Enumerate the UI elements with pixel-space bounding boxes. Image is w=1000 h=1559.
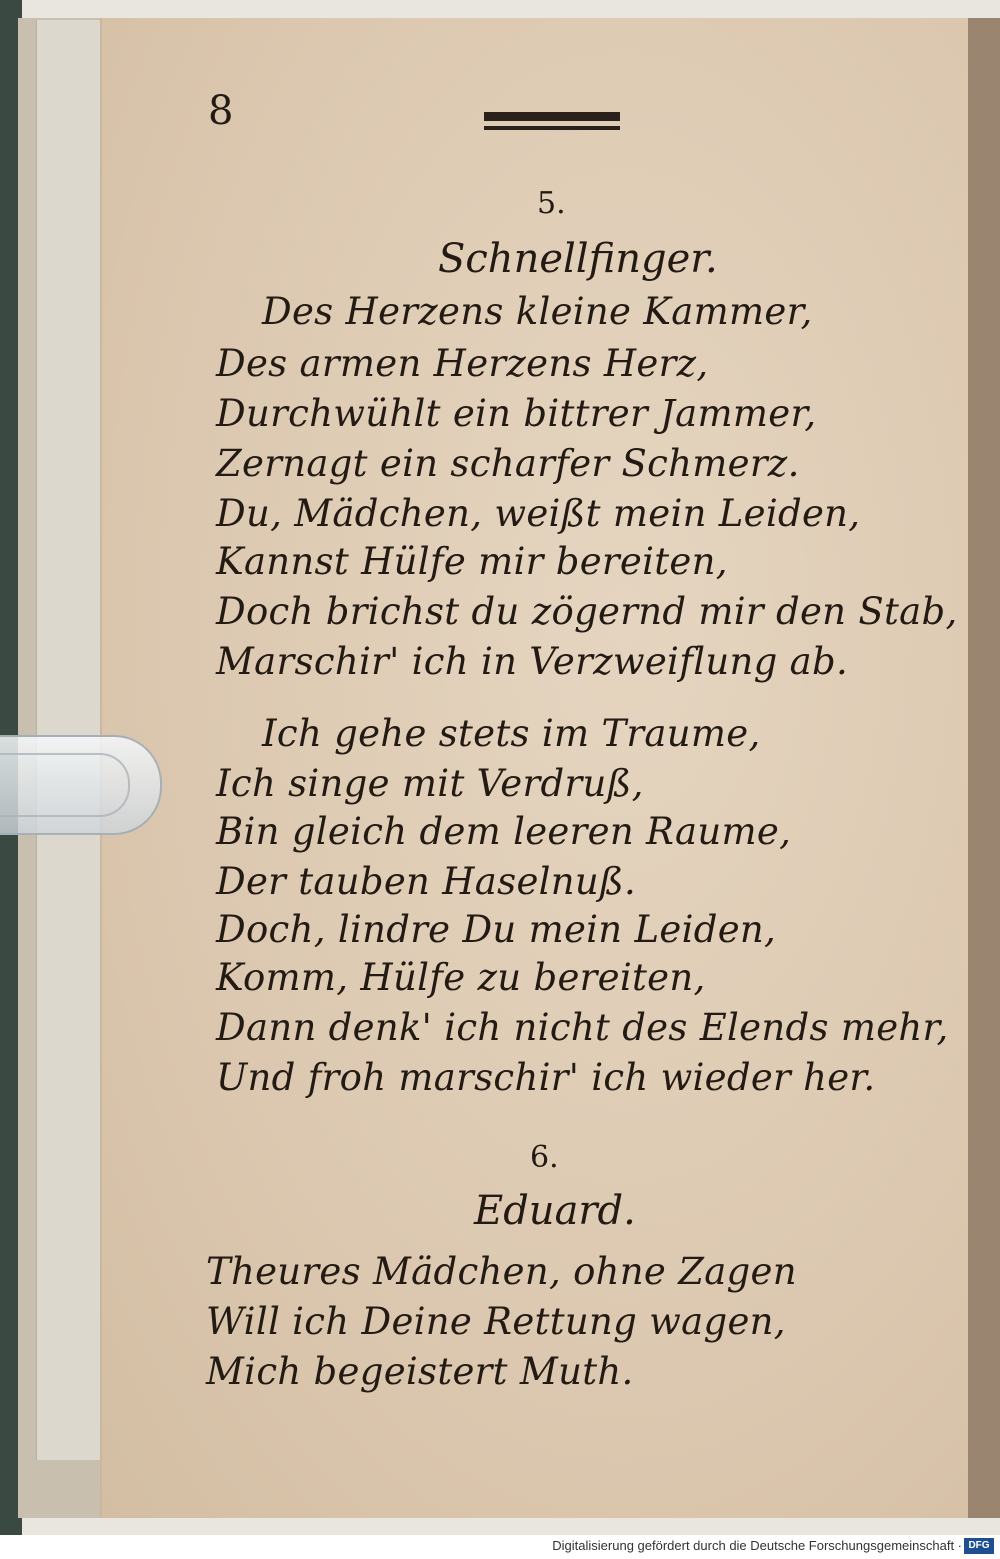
poem-5-title: Schnellfinger. <box>438 236 718 282</box>
poem-5-line: Des Herzens kleine Kammer, <box>262 290 813 333</box>
poem-6-title: Eduard. <box>474 1188 636 1234</box>
page-clip-inner <box>0 753 130 817</box>
poem-6-line: Will ich Deine Rettung wagen, <box>206 1300 786 1343</box>
poem-5-number: 5. <box>537 186 566 221</box>
page-number: 8 <box>208 88 234 134</box>
poem-5-line: Durchwühlt ein bittrer Jammer, <box>216 392 817 435</box>
poem-6-number: 6. <box>530 1140 559 1175</box>
poem-5-line: Ich gehe stets im Traume, <box>262 712 761 755</box>
poem-6-line: Theures Mädchen, ohne Zagen <box>206 1250 797 1293</box>
funding-credit: Digitalisierung gefördert durch die Deutsche Forschungsgemeinschaft · <box>552 1538 962 1553</box>
poem-5-line: Marschir' ich in Verzweiflung ab. <box>216 640 849 683</box>
poem-5-line: Bin gleich dem leeren Raume, <box>216 810 792 853</box>
poem-5-line: Der tauben Haselnuß. <box>216 860 637 903</box>
page-clip <box>0 735 162 835</box>
poem-5-line: Des armen Herzens Herz, <box>216 342 709 385</box>
book-spine-edge <box>968 18 1000 1518</box>
header-rule <box>484 106 620 132</box>
header-rule-thick <box>484 112 620 121</box>
poem-5-line: Und froh marschir' ich wieder her. <box>216 1056 876 1099</box>
poem-6-line: Mich begeistert Muth. <box>206 1350 634 1393</box>
poem-5-line: Dann denk' ich nicht des Elends mehr, <box>216 1006 949 1049</box>
header-rule-thin <box>484 126 620 130</box>
poem-5-line: Du, Mädchen, weißt mein Leiden, <box>216 492 861 535</box>
poem-5-line: Doch, lindre Du mein Leiden, <box>216 908 777 951</box>
dfg-logo: DFG <box>964 1538 994 1554</box>
poem-5-line: Doch brichst du zögernd mir den Stab, <box>216 590 958 633</box>
poem-5-line: Ich singe mit Verdruß, <box>216 762 644 805</box>
poem-5-line: Zernagt ein scharfer Schmerz. <box>216 442 800 485</box>
poem-5-line: Kannst Hülfe mir bereiten, <box>216 540 728 583</box>
poem-5-line: Komm, Hülfe zu bereiten, <box>216 956 706 999</box>
